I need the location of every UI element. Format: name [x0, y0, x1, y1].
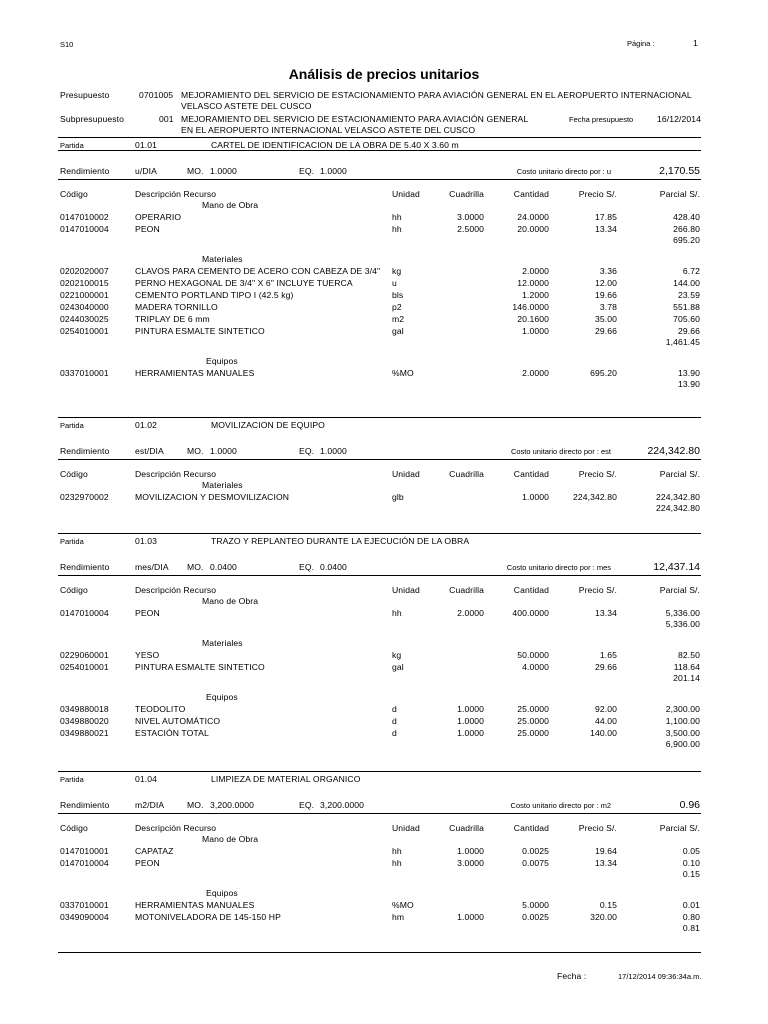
resource-cantidad: 0.0025 [522, 912, 549, 922]
resource-code: 0337010001 [60, 368, 109, 378]
resource-cuadrilla: 2.0000 [457, 608, 484, 618]
resource-description: PEON [135, 224, 160, 234]
resource-parcial: 224,342.80 [655, 492, 700, 502]
resource-parcial: 266.80 [673, 224, 700, 234]
eq-value: 1.0000 [320, 446, 347, 456]
partida-code: 01.02 [135, 420, 158, 430]
resource-cantidad: 4.0000 [522, 662, 549, 672]
resource-cantidad: 0.0025 [522, 846, 549, 856]
resource-code: 0349880020 [60, 716, 109, 726]
resource-code: 0147010004 [60, 224, 109, 234]
resource-code: 0243040000 [60, 302, 109, 312]
col-header-codigo: Código [60, 469, 88, 479]
resource-description: CAPATAZ [135, 846, 174, 856]
resource-cantidad: 24.0000 [517, 212, 549, 222]
col-header-descripcion: Descripción Recurso [135, 469, 217, 479]
page-number: 1 [693, 38, 698, 48]
resource-parcial: 0.01 [682, 900, 700, 910]
resource-precio: 13.34 [594, 608, 617, 618]
resource-code: 0254010001 [60, 326, 109, 336]
costo-unitario-value: 12,437.14 [653, 561, 700, 573]
col-header-precio: Precio S/. [578, 823, 617, 833]
col-header-unidad: Unidad [392, 469, 420, 479]
resource-cantidad: 50.0000 [517, 650, 549, 660]
resource-parcial: 0.05 [682, 846, 700, 856]
resource-cantidad: 25.0000 [517, 728, 549, 738]
col-header-cantidad: Cantidad [513, 469, 549, 479]
resource-precio: 35.00 [594, 314, 617, 324]
resource-precio: 1.65 [599, 650, 617, 660]
col-header-codigo: Código [60, 585, 88, 595]
presupuesto-text: MEJORAMIENTO DEL SERVICIO DE ESTACIONAMIENTO PARA AVIACIÓN GENERAL EN EL AEROPUERTO INTERNACIONAL [181, 90, 692, 100]
resource-parcial: 0.80 [682, 912, 700, 922]
group-subtotal: 695.20 [673, 235, 700, 245]
resource-unit: hh [392, 846, 402, 856]
col-header-precio: Precio S/. [578, 585, 617, 595]
mo-value: 1.0000 [210, 166, 237, 176]
resource-code: 0337010001 [60, 900, 109, 910]
report-code: S10 [60, 40, 74, 49]
eq-label: EQ. [299, 166, 315, 176]
resource-unit: glb [392, 492, 404, 502]
rendimiento-divider [58, 179, 701, 180]
partida-name: TRAZO Y REPLANTEO DURANTE LA EJECUCIÓN DE LA OBRA [211, 536, 470, 546]
partida-label: Partida [60, 141, 84, 150]
costo-unitario-label: Costo unitario directo por : m2 [510, 801, 611, 810]
group-subtotal: 13.90 [677, 379, 700, 389]
resource-unit: hh [392, 608, 402, 618]
presupuesto-text-cont: VELASCO ASTETE DEL CUSCO [181, 101, 312, 111]
col-header-cuadrilla: Cuadrilla [449, 823, 484, 833]
resource-parcial: 0.10 [682, 858, 700, 868]
resource-description: PEON [135, 858, 160, 868]
resource-precio: 3.36 [599, 266, 617, 276]
resource-description: PERNO HEXAGONAL DE 3/4" X 6" INCLUYE TUERCA [135, 278, 353, 288]
resource-code: 0202020007 [60, 266, 109, 276]
col-header-descripcion: Descripción Recurso [135, 585, 217, 595]
resource-unit: gal [392, 662, 404, 672]
partida-divider [58, 771, 701, 772]
eq-value: 3,200.0000 [320, 800, 365, 810]
resource-cantidad: 1.0000 [522, 326, 549, 336]
resource-group-title: Materiales [202, 254, 243, 264]
resource-description: CLAVOS PARA CEMENTO DE ACERO CON CABEZA DE 3/4" [135, 266, 381, 276]
eq-label: EQ. [299, 446, 315, 456]
footer-fecha-value: 17/12/2014 09:36:34a.m. [618, 972, 702, 981]
rendimiento-unit: m2/DIA [135, 800, 165, 810]
resource-description: OPERARIO [135, 212, 182, 222]
subpresupuesto-code: 001 [159, 114, 174, 124]
resource-cantidad: 5.0000 [522, 900, 549, 910]
resource-description: PEON [135, 608, 160, 618]
group-subtotal: 1,461.45 [665, 337, 700, 347]
col-header-precio: Precio S/. [578, 469, 617, 479]
resource-code: 0349880021 [60, 728, 109, 738]
resource-unit: gal [392, 326, 404, 336]
resource-parcial: 29.66 [677, 326, 700, 336]
resource-group-title: Equipos [206, 888, 238, 898]
resource-parcial: 118.64 [673, 662, 700, 672]
page-bottom-divider [58, 952, 701, 953]
resource-group-title: Equipos [206, 356, 238, 366]
resource-cantidad: 400.0000 [512, 608, 549, 618]
costo-unitario-value: 2,170.55 [659, 165, 700, 177]
mo-label: MO. [187, 446, 204, 456]
resource-cuadrilla: 1.0000 [457, 728, 484, 738]
resource-cuadrilla: 3.0000 [457, 858, 484, 868]
resource-precio: 29.66 [594, 326, 617, 336]
resource-parcial: 1,100.00 [665, 716, 700, 726]
fecha-presupuesto-label: Fecha presupuesto [569, 115, 634, 124]
resource-precio: 140.00 [590, 728, 617, 738]
resource-code: 0349880018 [60, 704, 109, 714]
resource-cantidad: 0.0075 [522, 858, 549, 868]
resource-code: 0232970002 [60, 492, 109, 502]
resource-description: MOVILIZACION Y DESMOVILIZACION [135, 492, 290, 502]
resource-cantidad: 146.0000 [512, 302, 549, 312]
resource-precio: 13.34 [594, 224, 617, 234]
resource-description: YESO [135, 650, 160, 660]
presupuesto-label: Presupuesto [60, 90, 110, 100]
resource-description: PINTURA ESMALTE SINTETICO [135, 662, 265, 672]
resource-description: ESTACIÓN TOTAL [135, 728, 209, 738]
subpresupuesto-text: MEJORAMIENTO DEL SERVICIO DE ESTACIONAMIENTO PARA AVIACIÓN GENERAL [181, 114, 529, 124]
resource-precio: 224,342.80 [572, 492, 617, 502]
resource-cuadrilla: 1.0000 [457, 704, 484, 714]
resource-precio: 19.66 [594, 290, 617, 300]
resource-unit: bls [392, 290, 404, 300]
group-subtotal: 5,336.00 [665, 619, 700, 629]
resource-cuadrilla: 3.0000 [457, 212, 484, 222]
resource-description: MADERA TORNILLO [135, 302, 218, 312]
resource-description: NIVEL AUTOMÁTICO [135, 716, 221, 726]
resource-unit: d [392, 728, 397, 738]
col-header-precio: Precio S/. [578, 189, 617, 199]
partida-label: Partida [60, 775, 84, 784]
rendimiento-unit: est/DIA [135, 446, 164, 456]
costo-unitario-label: Costo unitario directo por : mes [506, 563, 611, 572]
resource-precio: 13.34 [594, 858, 617, 868]
col-header-parcial: Parcial S/. [659, 469, 700, 479]
resource-parcial: 6.72 [682, 266, 700, 276]
group-subtotal: 0.81 [682, 923, 700, 933]
costo-unitario-label: Costo unitario directo por : u [516, 167, 611, 176]
rendimiento-label: Rendimiento [60, 800, 110, 810]
resource-cantidad: 1.0000 [522, 492, 549, 502]
resource-parcial: 551.88 [673, 302, 700, 312]
col-header-cantidad: Cantidad [513, 585, 549, 595]
resource-unit: u [392, 278, 397, 288]
resource-parcial: 13.90 [677, 368, 700, 378]
rendimiento-label: Rendimiento [60, 562, 110, 572]
rendimiento-divider [58, 813, 701, 814]
resource-parcial: 144.00 [673, 278, 700, 288]
resource-group-title: Mano de Obra [202, 834, 259, 844]
resource-precio: 92.00 [594, 704, 617, 714]
resource-unit: hh [392, 224, 402, 234]
col-header-descripcion: Descripción Recurso [135, 823, 217, 833]
resource-code: 0147010002 [60, 212, 109, 222]
resource-unit: hm [392, 912, 405, 922]
resource-cuadrilla: 1.0000 [457, 716, 484, 726]
partida-label: Partida [60, 537, 84, 546]
rendimiento-unit: u/DIA [135, 166, 157, 176]
resource-group-title: Materiales [202, 638, 243, 648]
rendimiento-label: Rendimiento [60, 166, 110, 176]
resource-unit: %MO [392, 368, 414, 378]
partida-code: 01.01 [135, 140, 158, 150]
resource-precio: 0.15 [599, 900, 617, 910]
partida-divider [58, 417, 701, 418]
resource-cantidad: 2.0000 [522, 368, 549, 378]
resource-cantidad: 20.1600 [517, 314, 549, 324]
resource-unit: kg [392, 266, 402, 276]
resource-description: TEODOLITO [135, 704, 186, 714]
resource-group-title: Mano de Obra [202, 200, 259, 210]
resource-parcial: 428.40 [673, 212, 700, 222]
page-label: Página : [627, 39, 655, 48]
resource-cantidad: 20.0000 [517, 224, 549, 234]
partida-name-underline [58, 150, 701, 151]
col-header-codigo: Código [60, 189, 88, 199]
resource-description: CEMENTO PORTLAND TIPO I (42.5 kg) [135, 290, 294, 300]
resource-unit: d [392, 716, 397, 726]
resource-precio: 695.20 [590, 368, 617, 378]
costo-unitario-value: 224,342.80 [647, 445, 700, 457]
resource-code: 0147010004 [60, 858, 109, 868]
subpresupuesto-text-cont: EN EL AEROPUERTO INTERNACIONAL VELASCO ASTETE DEL CUSCO [181, 125, 476, 135]
col-header-unidad: Unidad [392, 189, 420, 199]
resource-cantidad: 25.0000 [517, 716, 549, 726]
col-header-cuadrilla: Cuadrilla [449, 585, 484, 595]
resource-parcial: 23.59 [677, 290, 700, 300]
mo-label: MO. [187, 800, 204, 810]
resource-unit: p2 [392, 302, 402, 312]
eq-label: EQ. [299, 562, 315, 572]
resource-unit: kg [392, 650, 402, 660]
resource-code: 0221000001 [60, 290, 109, 300]
col-header-unidad: Unidad [392, 585, 420, 595]
resource-precio: 44.00 [594, 716, 617, 726]
mo-label: MO. [187, 562, 204, 572]
resource-cantidad: 25.0000 [517, 704, 549, 714]
col-header-cuadrilla: Cuadrilla [449, 189, 484, 199]
resource-cuadrilla: 1.0000 [457, 846, 484, 856]
group-subtotal: 6,900.00 [665, 739, 700, 749]
resource-parcial: 705.60 [673, 314, 700, 324]
rendimiento-unit: mes/DIA [135, 562, 169, 572]
subpresupuesto-label: Subpresupuesto [60, 114, 124, 124]
resource-cantidad: 2.0000 [522, 266, 549, 276]
eq-value: 1.0000 [320, 166, 347, 176]
col-header-parcial: Parcial S/. [659, 585, 700, 595]
col-header-descripcion: Descripción Recurso [135, 189, 217, 199]
col-header-parcial: Parcial S/. [659, 189, 700, 199]
resource-precio: 19.64 [594, 846, 617, 856]
partida-divider [58, 533, 701, 534]
resource-parcial: 5,336.00 [665, 608, 700, 618]
group-subtotal: 0.15 [682, 869, 700, 879]
resource-cuadrilla: 1.0000 [457, 912, 484, 922]
fecha-presupuesto: 16/12/2014 [657, 114, 702, 124]
footer-fecha-label: Fecha : [557, 971, 587, 981]
resource-group-title: Mano de Obra [202, 596, 259, 606]
resource-description: MOTONIVELADORA DE 145-150 HP [135, 912, 281, 922]
col-header-parcial: Parcial S/. [659, 823, 700, 833]
resource-unit: m2 [392, 314, 405, 324]
resource-unit: d [392, 704, 397, 714]
col-header-cuadrilla: Cuadrilla [449, 469, 484, 479]
resource-parcial: 3,500.00 [665, 728, 700, 738]
partida-divider [58, 137, 701, 138]
resource-precio: 3.78 [599, 302, 617, 312]
rendimiento-divider [58, 459, 701, 460]
partida-name: LIMPIEZA DE MATERIAL ORGANICO [211, 774, 361, 784]
group-subtotal: 224,342.80 [655, 503, 700, 513]
eq-value: 0.0400 [320, 562, 347, 572]
resource-code: 0147010001 [60, 846, 109, 856]
col-header-cantidad: Cantidad [513, 823, 549, 833]
mo-value: 0.0400 [210, 562, 237, 572]
resource-precio: 320.00 [590, 912, 617, 922]
rendimiento-label: Rendimiento [60, 446, 110, 456]
resource-unit: hh [392, 858, 402, 868]
resource-parcial: 82.50 [677, 650, 700, 660]
partida-name: MOVILIZACION DE EQUIPO [211, 420, 325, 430]
resource-description: TRIPLAY DE 6 mm [135, 314, 210, 324]
resource-code: 0147010004 [60, 608, 109, 618]
resource-code: 0254010001 [60, 662, 109, 672]
resource-cantidad: 1.2000 [522, 290, 549, 300]
costo-unitario-value: 0.96 [679, 799, 700, 811]
mo-label: MO. [187, 166, 204, 176]
resource-description: HERRAMIENTAS MANUALES [135, 368, 255, 378]
mo-value: 1.0000 [210, 446, 237, 456]
partida-code: 01.04 [135, 774, 158, 784]
partida-code: 01.03 [135, 536, 158, 546]
resource-cuadrilla: 2.5000 [457, 224, 484, 234]
resource-group-title: Equipos [206, 692, 238, 702]
resource-parcial: 2,300.00 [665, 704, 700, 714]
resource-description: PINTURA ESMALTE SINTETICO [135, 326, 265, 336]
rendimiento-divider [58, 575, 701, 576]
eq-label: EQ. [299, 800, 315, 810]
resource-unit: hh [392, 212, 402, 222]
costo-unitario-label: Costo unitario directo por : est [510, 447, 611, 456]
page-title: Análisis de precios unitarios [288, 66, 480, 82]
mo-value: 3,200.0000 [210, 800, 255, 810]
resource-code: 0244030025 [60, 314, 109, 324]
resource-precio: 17.85 [594, 212, 617, 222]
partida-label: Partida [60, 421, 84, 430]
resource-code: 0229060001 [60, 650, 109, 660]
resource-unit: %MO [392, 900, 414, 910]
partida-name: CARTEL DE IDENTIFICACION DE LA OBRA DE 5.40 X 3.60 m [211, 140, 459, 150]
resource-code: 0202100015 [60, 278, 109, 288]
resource-precio: 12.00 [594, 278, 617, 288]
col-header-codigo: Código [60, 823, 88, 833]
resource-group-title: Materiales [202, 480, 243, 490]
resource-precio: 29.66 [594, 662, 617, 672]
resource-code: 0349090004 [60, 912, 109, 922]
presupuesto-code: 0701005 [139, 90, 174, 100]
col-header-cantidad: Cantidad [513, 189, 549, 199]
col-header-unidad: Unidad [392, 823, 420, 833]
group-subtotal: 201.14 [673, 673, 700, 683]
resource-cantidad: 12.0000 [517, 278, 549, 288]
resource-description: HERRAMIENTAS MANUALES [135, 900, 255, 910]
